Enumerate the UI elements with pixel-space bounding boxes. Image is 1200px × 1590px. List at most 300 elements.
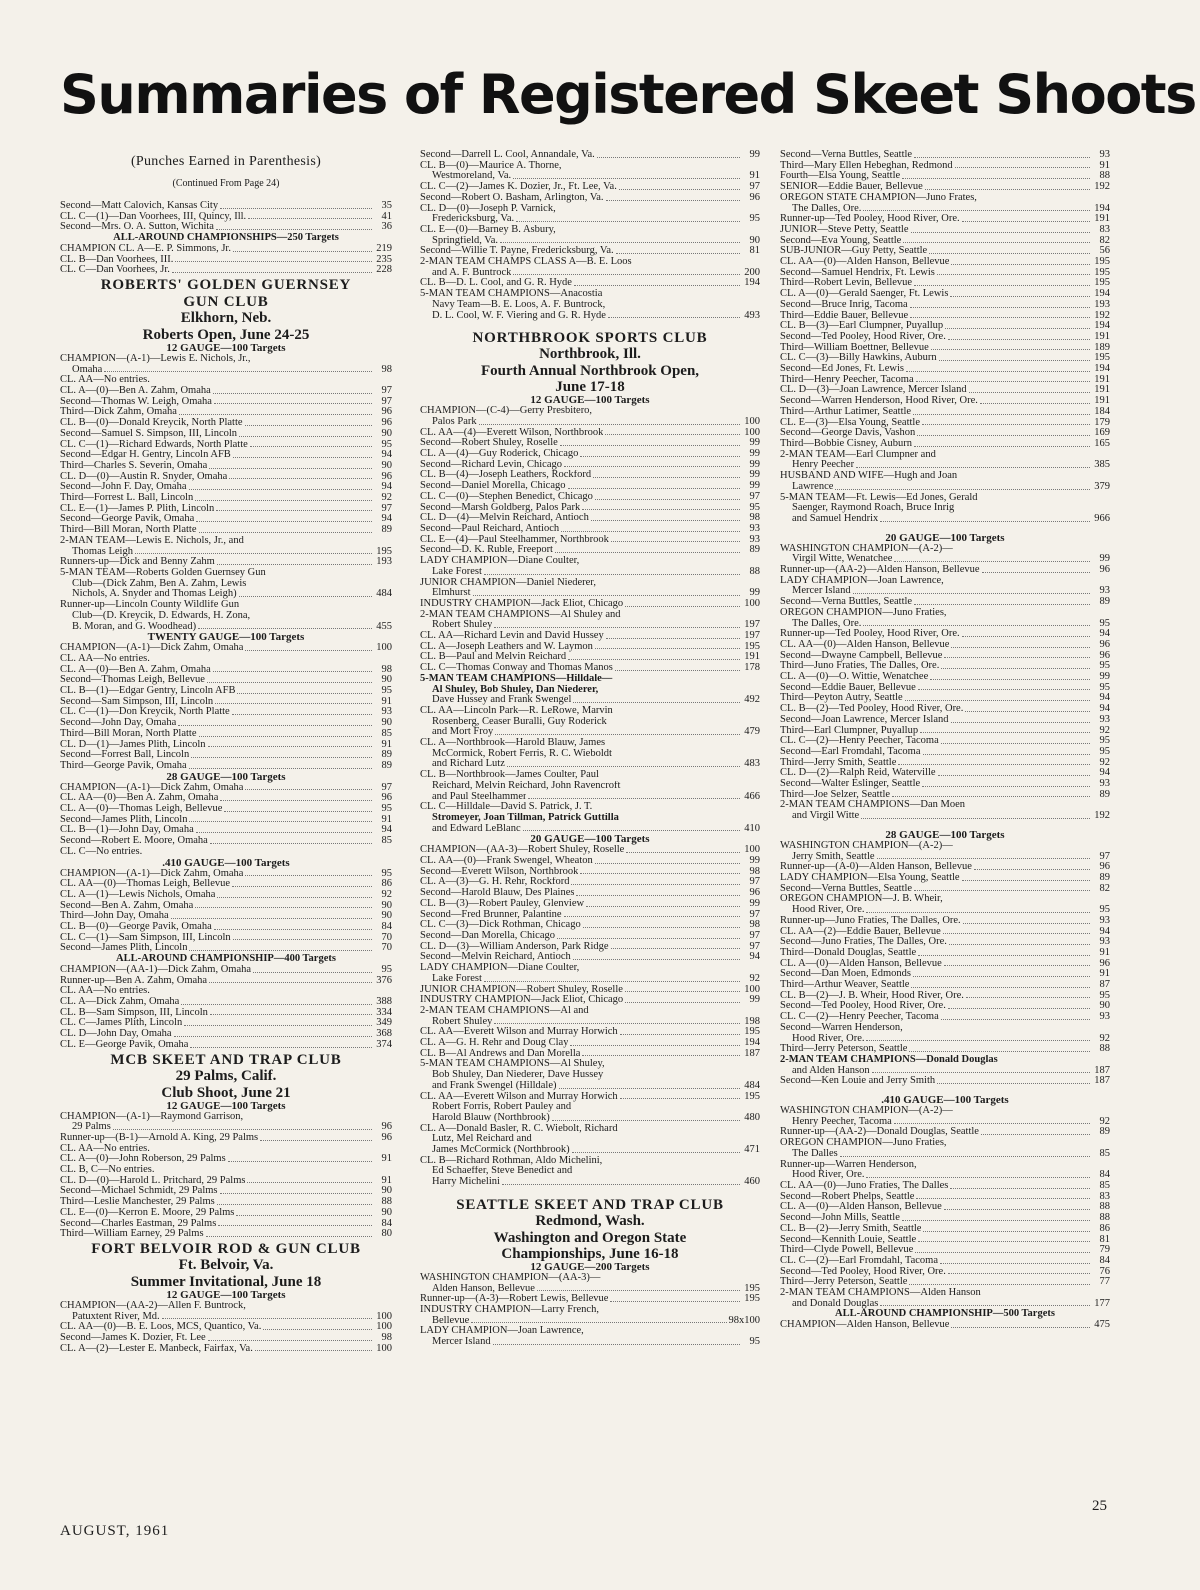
result-name: CHAMPION—Alden Hanson, Bellevue	[780, 1320, 950, 1331]
result-score: 76	[1099, 1265, 1110, 1277]
result-score: 484	[744, 1079, 760, 1091]
result-entry	[420, 995, 760, 1006]
dot-leader	[564, 916, 740, 917]
result-name: CL. B—(2)—Jerry Smith, Seattle	[780, 1223, 922, 1234]
dot-leader	[595, 648, 740, 649]
result-name: Second—Dan Morella, Chicago	[420, 931, 556, 941]
result-entry	[780, 289, 1110, 300]
result-line: CL. C—Hilldale—David S. Patrick, J. T.	[420, 802, 593, 813]
result-entry	[60, 707, 392, 718]
result-score: 93	[749, 522, 760, 534]
result-entry	[780, 460, 1110, 471]
result-score: 99	[749, 897, 760, 909]
result-name: CL. A—(0)—John Roberson, 29 Palms	[60, 1154, 226, 1165]
result-score: 195	[744, 640, 760, 652]
result-name: SENIOR—Eddie Bauer, Bellevue	[780, 182, 923, 193]
result-name: and Alden Hanson	[792, 1065, 870, 1076]
result-entry	[420, 278, 760, 289]
result-entry	[780, 726, 1110, 737]
result-entry	[60, 943, 392, 954]
result-score: 97	[381, 385, 392, 397]
club-location: Elkhorn, Neb.	[180, 309, 272, 326]
result-name: Third—Robert Levin, Bellevue	[780, 278, 913, 289]
dot-leader	[245, 425, 372, 426]
result-name: CL. AA—(4)—Everett Wilson, Northbrook	[420, 427, 604, 438]
result-score: 90	[381, 1206, 392, 1218]
dot-leader	[914, 446, 1090, 447]
result-score: 187	[1094, 1064, 1110, 1076]
dot-leader	[500, 242, 740, 243]
result-name: CL. D—John Day, Omaha	[60, 1029, 172, 1040]
result-entry	[420, 792, 760, 803]
result-name: Palos Park	[432, 416, 477, 427]
result-entry	[780, 704, 1110, 715]
result-score: 91	[1099, 968, 1110, 980]
result-entry	[60, 675, 392, 686]
section-gap	[420, 1188, 760, 1196]
dot-leader	[502, 1184, 740, 1185]
result-entry	[420, 910, 760, 921]
dot-leader	[608, 317, 740, 318]
result-name: CL. C—(3)—Dick Rothman, Chicago	[420, 920, 581, 931]
result-score: 93	[381, 706, 392, 718]
dot-leader	[930, 679, 1090, 680]
result-name: CL. AA—Everett Wilson and Murray Horwich	[420, 1027, 618, 1038]
result-score: 195	[1094, 352, 1110, 364]
result-name: Hood River, Ore.	[792, 905, 865, 916]
result-line: CHAMPION—(A-1)—Lewis E. Nichols, Jr.,	[60, 353, 251, 364]
result-name: Elmhurst	[432, 588, 471, 599]
result-entry	[60, 1229, 392, 1240]
result-line: 2-MAN TEAM CHAMPIONS—Alden Hanson	[780, 1288, 981, 1299]
dot-leader	[863, 210, 1090, 211]
result-name: CL. B—Paul and Melvin Reichard	[420, 652, 567, 663]
result-name: and Mort Froy	[432, 727, 494, 738]
result-score: 84	[381, 921, 392, 933]
result-entry	[420, 856, 760, 867]
result-score: 198	[744, 1015, 760, 1027]
result-name: Third—Peyton Autry, Seattle	[780, 693, 903, 704]
club-location: Northbrook, Ill.	[539, 346, 641, 363]
result-line: Reichard, Melvin Reichard, John Ravencroft	[432, 780, 621, 791]
result-name: Second—Bruce Inrig, Tacoma	[780, 299, 908, 310]
result-line: WASHINGTON CHAMPION—(A-2)—	[780, 543, 953, 554]
dot-leader	[245, 789, 372, 790]
result-score: 97	[381, 502, 392, 514]
result-score: 195	[744, 1090, 760, 1102]
result-score: 96	[381, 1121, 392, 1133]
result-line: 2-MAN TEAM CHAMPS CLASS A—B. E. Loos	[420, 257, 632, 268]
result-score: 92	[381, 888, 392, 900]
result-name: CL. B—(0)—Donald Kreycik, North Platte	[60, 418, 243, 429]
dot-leader	[918, 689, 1090, 690]
dot-leader	[866, 1040, 1090, 1041]
continued-note: (Continued From Page 24)	[172, 178, 280, 189]
result-name: CL. D—(0)—Harold L. Pritchard, 29 Palms	[60, 1175, 246, 1186]
result-name: CL. A—(0)—Ben A. Zahm, Omaha	[60, 664, 211, 675]
result-name: Second—Verna Buttles, Seattle	[780, 883, 913, 894]
result-name: Third—Henry Peecher, Tacoma	[780, 374, 914, 385]
dot-leader	[962, 221, 1090, 222]
result-score: 83	[1099, 223, 1110, 235]
result-score: 88	[1099, 170, 1110, 182]
result-name: 29 Palms	[72, 1122, 111, 1133]
result-name: CL. B—(2)—J. B. Wheir, Hood River, Ore.	[780, 990, 964, 1001]
result-score: 197	[744, 619, 760, 631]
dot-leader	[220, 1193, 373, 1194]
result-entry	[780, 768, 1110, 779]
result-score: 93	[1099, 585, 1110, 597]
result-name: CL. AA—(0)—Alden Hanson, Bellevue	[780, 257, 950, 268]
result-score: 94	[1099, 767, 1110, 779]
dot-leader	[951, 264, 1090, 265]
result-entry	[780, 321, 1110, 332]
dot-leader	[872, 1072, 1090, 1073]
dot-leader	[931, 349, 1090, 350]
result-score: 91	[381, 738, 392, 750]
result-name: CHAMPION—(A-1)—Dick Zahm, Omaha	[60, 782, 244, 793]
result-name: Second—Darrell L. Cool, Annandale, Va.	[420, 150, 595, 160]
result-entry	[60, 1186, 392, 1197]
result-score: 79	[1099, 1244, 1110, 1256]
dot-leader	[906, 371, 1090, 372]
result-entry	[420, 1337, 760, 1348]
result-entry	[780, 1192, 1110, 1203]
result-name: Third—William Boettner, Bellevue	[780, 342, 929, 353]
result-entry	[420, 150, 760, 161]
result-name: Springfield, Va.	[432, 235, 499, 246]
result-entry	[780, 1066, 1110, 1077]
result-score: 82	[1099, 882, 1110, 894]
result-entry	[60, 1344, 392, 1355]
club-location: 29 Palms, Calif.	[175, 1067, 277, 1084]
dot-leader	[950, 1188, 1090, 1189]
result-score: 475	[1094, 1319, 1110, 1331]
issue-date: AUGUST, 1961	[60, 1523, 170, 1539]
dot-leader	[493, 1344, 740, 1345]
dot-leader	[949, 944, 1090, 945]
result-name: and Virgil Witte	[792, 811, 860, 822]
result-name: CL. A—(2)—Lester E. Manbeck, Fairfax, Va.	[60, 1343, 253, 1354]
result-entry	[420, 1027, 760, 1038]
result-score: 94	[381, 481, 392, 493]
result-score: 95	[749, 213, 760, 225]
result-name: CL. E—(4)—Paul Steelhammer, Northbrook	[420, 534, 609, 545]
dot-leader	[905, 700, 1090, 701]
result-name: CL. B—D. L. Cool, and G. R. Hyde	[420, 278, 572, 289]
result-score: 93	[1099, 1011, 1110, 1023]
result-name: Second—Everett Wilson, Northbrook	[420, 866, 579, 877]
result-entry	[780, 214, 1110, 225]
result-entry	[420, 171, 760, 182]
result-score: 88	[1099, 1201, 1110, 1213]
dot-leader	[835, 489, 1090, 490]
dot-leader	[595, 499, 740, 500]
result-name: Third—Joe Selzer, Seattle	[780, 789, 891, 800]
result-name: JUNIOR CHAMPION—Robert Shuley, Roselle	[420, 984, 623, 995]
result-name: Second—Robert Phelps, Seattle	[780, 1191, 915, 1202]
result-name: Second—Marsh Goldberg, Palos Park	[420, 502, 581, 513]
dot-leader	[941, 1019, 1090, 1020]
result-score: 195	[376, 545, 392, 557]
dot-leader	[213, 671, 372, 672]
result-score: 89	[1099, 1126, 1110, 1138]
result-score: 99	[749, 469, 760, 481]
dot-leader	[189, 821, 372, 822]
result-name: Second—Charles Eastman, 29 Palms	[60, 1218, 217, 1229]
dot-leader	[962, 636, 1090, 637]
result-score: 97	[381, 395, 392, 407]
dot-leader	[528, 798, 740, 799]
result-score: 334	[376, 1006, 392, 1018]
dot-leader	[894, 561, 1090, 562]
result-entry	[420, 1177, 760, 1188]
result-entry	[60, 783, 392, 794]
dot-leader	[207, 682, 372, 683]
result-entry	[420, 438, 760, 449]
result-name: Third—Mary Ellen Hebeghan, Redmond	[780, 160, 953, 171]
result-entry	[780, 862, 1110, 873]
result-entry	[780, 396, 1110, 407]
result-entry	[780, 661, 1110, 672]
result-score: 97	[381, 781, 392, 793]
result-score: 98x100	[728, 1314, 760, 1326]
result-score: 98	[749, 919, 760, 931]
result-entry	[60, 418, 392, 429]
result-entry	[780, 246, 1110, 257]
result-score: 95	[381, 867, 392, 879]
result-score: 93	[1099, 778, 1110, 790]
dot-leader	[572, 1152, 740, 1153]
result-score: 98	[749, 865, 760, 877]
result-name: CL. C—Thomas Conway and Thomas Manos	[420, 663, 613, 674]
result-name: CL. C—James Plith, Lincoln	[60, 1018, 183, 1029]
result-name: Second—James Plith, Lincoln	[60, 943, 188, 954]
gauge-heading: .410 GAUGE—100 Targets	[881, 1094, 1009, 1107]
result-entry	[780, 364, 1110, 375]
dot-leader	[557, 938, 740, 939]
result-entry	[420, 246, 760, 257]
result-name: Second—John Day, Omaha	[60, 718, 177, 729]
dot-leader	[216, 510, 372, 511]
result-entry	[420, 470, 760, 481]
dot-leader	[239, 436, 372, 437]
dot-leader	[580, 456, 740, 457]
result-name: CL. AA—Richard Levin and David Hussey	[420, 631, 604, 642]
result-name: Second—Daniel Morella, Chicago	[420, 481, 566, 492]
result-name: Second—Earl Fromdahl, Tacoma	[780, 746, 921, 757]
result-line: CL. AA—No entries.	[60, 986, 150, 997]
result-entry	[780, 204, 1110, 215]
result-entry	[60, 1133, 392, 1144]
result-score: 195	[744, 1282, 760, 1294]
result-entry	[780, 927, 1110, 938]
result-name: Runner-up—Ted Pooley, Hood River, Ore.	[780, 629, 960, 640]
result-name: CL. C—(1)—Sam Simpson, III, Lincoln	[60, 932, 231, 943]
result-score: 91	[1099, 159, 1110, 171]
result-name: CHAMPION CL. A—E. P. Simmons, Jr.	[60, 243, 231, 254]
result-score: 99	[749, 437, 760, 449]
result-entry	[60, 386, 392, 397]
result-line: 5-MAN TEAM—Ft. Lewis—Ed Jones, Gerald	[780, 492, 978, 503]
result-entry	[420, 193, 760, 204]
dot-leader	[920, 732, 1090, 733]
result-score: 95	[1099, 745, 1110, 757]
result-entry	[60, 965, 392, 976]
result-line: CL. B—(0)—Maurice A. Thorne,	[420, 160, 562, 171]
result-entry	[60, 589, 392, 600]
result-score: 96	[1099, 649, 1110, 661]
dot-leader	[220, 208, 372, 209]
result-entry	[420, 481, 760, 492]
dot-leader	[199, 736, 373, 737]
dot-leader	[162, 1318, 372, 1319]
dot-leader	[210, 1014, 372, 1015]
result-entry	[780, 385, 1110, 396]
dot-leader	[484, 574, 740, 575]
result-name: CL. C—(1)—Don Kreycik, North Platte	[60, 707, 230, 718]
dot-leader	[922, 424, 1090, 425]
dot-leader	[963, 923, 1090, 924]
gauge-heading: 12 GAUGE—200 Targets	[530, 1260, 650, 1273]
dot-leader	[962, 880, 1090, 881]
result-line: WASHINGTON CHAMPION—(A-2)—	[780, 840, 953, 851]
result-name: CL. C—(1)—Dan Voorhees, III, Quincy, Ill.	[60, 211, 247, 222]
result-line: Robert Forris, Robert Pauley and	[432, 1102, 572, 1113]
result-name: LADY CHAMPION—Elsa Young, Seattle	[780, 873, 960, 883]
result-entry	[60, 557, 392, 568]
result-line: OREGON CHAMPION—J. B. Wheir,	[780, 894, 943, 905]
dot-leader	[516, 221, 740, 222]
result-entry	[60, 740, 392, 751]
dot-leader	[113, 1129, 372, 1130]
result-line: 5-MAN TEAM—Roberts Golden Guernsey Gun	[60, 567, 266, 578]
result-entry	[780, 629, 1110, 640]
result-name: CL. AA—(0)—Juno Fraties, The Dalles	[780, 1180, 949, 1191]
result-score: 96	[1099, 861, 1110, 873]
result-score: 97	[749, 940, 760, 952]
result-entry	[60, 440, 392, 451]
result-entry	[780, 268, 1110, 279]
result-entry	[780, 171, 1110, 182]
result-entry	[60, 1122, 392, 1133]
result-entry	[420, 1316, 760, 1327]
dot-leader	[236, 1215, 372, 1216]
result-score: 89	[1099, 872, 1110, 883]
result-entry	[60, 825, 392, 836]
result-name: Hood River, Ore.	[792, 1033, 865, 1044]
result-score: 89	[749, 544, 760, 556]
dot-leader	[914, 890, 1090, 891]
result-score: 95	[381, 438, 392, 450]
result-entry	[780, 332, 1110, 343]
result-name: and Richard Lutz	[432, 759, 505, 770]
result-score: 194	[1094, 320, 1110, 332]
dot-leader	[913, 414, 1090, 415]
result-entry	[780, 1076, 1110, 1087]
result-entry	[780, 948, 1110, 959]
result-score: 189	[1094, 341, 1110, 353]
result-score: 88	[1099, 1212, 1110, 1224]
dot-leader	[220, 800, 372, 801]
dot-leader	[582, 1055, 740, 1056]
dot-leader	[913, 976, 1090, 977]
dot-leader	[861, 818, 1090, 819]
result-name: Third—Juno Fraties, The Dalles, Ore.	[780, 661, 940, 672]
result-entry	[780, 482, 1110, 493]
result-entry	[60, 750, 392, 761]
dot-leader	[196, 521, 372, 522]
dot-leader	[507, 766, 740, 767]
club-name: SEATTLE SKEET AND TRAP CLUB	[456, 1196, 724, 1213]
result-entry	[60, 1322, 392, 1333]
result-line: Club—(D. Kreycik, D. Edwards, H. Zona,	[72, 610, 251, 621]
result-score: 97	[749, 908, 760, 920]
result-score: 88	[381, 1196, 392, 1208]
result-entry	[780, 300, 1110, 311]
result-name: Second—Kennith Louie, Seattle	[780, 1234, 917, 1245]
result-score: 191	[1094, 330, 1110, 342]
dot-leader	[911, 232, 1090, 233]
dot-leader	[181, 1004, 372, 1005]
dot-leader	[951, 722, 1090, 723]
result-line: OREGON CHAMPION—Juno Fraties,	[780, 607, 947, 618]
dot-leader	[479, 424, 740, 425]
result-name: CL. C—(1)—Richard Edwards, North Platte	[60, 439, 248, 450]
result-score: 368	[376, 1028, 392, 1040]
club-location: Ft. Belvoir, Va.	[178, 1256, 274, 1273]
result-line: CL. AA—No entries.	[60, 375, 150, 386]
dot-leader	[213, 393, 372, 394]
dot-leader	[909, 1051, 1090, 1052]
result-entry	[420, 1017, 760, 1028]
result-entry	[780, 225, 1110, 236]
result-score: 374	[376, 1038, 392, 1050]
result-entry	[60, 201, 392, 212]
dot-leader	[189, 950, 372, 951]
result-entry	[60, 1176, 392, 1187]
result-entry	[60, 407, 392, 418]
dot-leader	[910, 317, 1090, 318]
result-entry	[60, 869, 392, 880]
result-entry	[780, 991, 1110, 1002]
result-entry	[420, 652, 760, 663]
result-name: Nichols, A. Snyder and Thomas Leigh)	[72, 589, 237, 600]
result-entry	[60, 461, 392, 472]
dot-leader	[576, 895, 740, 896]
result-entry	[420, 599, 760, 610]
result-entry	[780, 693, 1110, 704]
result-score: 99	[749, 150, 760, 160]
dot-leader	[233, 457, 372, 458]
result-score: 92	[1099, 1115, 1110, 1127]
result-entry	[60, 997, 392, 1008]
result-name: Third—Jerry Peterson, Seattle	[780, 1044, 908, 1055]
dot-leader	[255, 1350, 372, 1351]
result-score: 192	[1094, 181, 1110, 193]
result-score: 492	[744, 694, 760, 706]
dot-leader	[922, 786, 1090, 787]
result-entry	[60, 890, 392, 901]
result-entry	[780, 1117, 1110, 1128]
result-entry	[60, 879, 392, 890]
result-name: Second—Juno Fraties, The Dalles, Ore.	[780, 937, 947, 948]
result-name: Third—Arthur Latimer, Seattle	[780, 406, 912, 417]
dot-leader	[940, 1263, 1090, 1264]
result-score: 177	[1094, 1297, 1110, 1309]
result-score: 70	[381, 931, 392, 943]
result-entry	[60, 547, 392, 558]
